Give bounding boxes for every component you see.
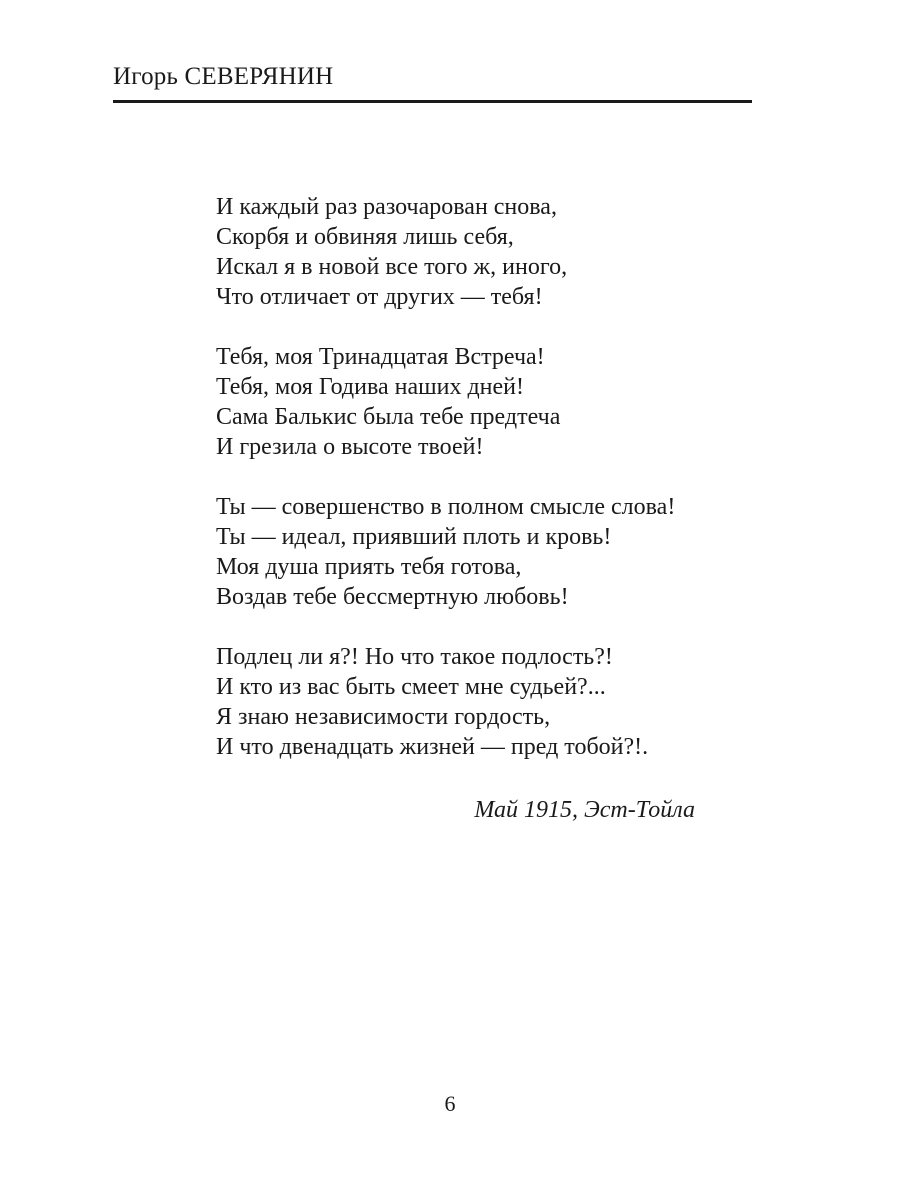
poem-line: И грезила о высоте твоей!	[216, 434, 484, 460]
poem-line: И кто из вас быть смеет мне судьей?...	[216, 674, 606, 700]
stanza	[216, 642, 776, 762]
poem-line: Я знаю независимости гордость,	[216, 704, 551, 730]
poem-line: И что двенадцать жизней — пред тобой?!.	[216, 734, 649, 760]
poem-signature: Май 1915, Эст-Тойла	[474, 797, 695, 823]
stanza	[216, 192, 776, 312]
poem-line: Тебя, моя Годива наших дней!	[216, 374, 524, 400]
poem-line: Ты — совершенство в полном смысле слова!	[216, 494, 676, 520]
poem-line: Что отличает от других — тебя!	[216, 284, 543, 310]
poem-line: Тебя, моя Тринадцатая Встреча!	[216, 344, 545, 370]
poem-line: И каждый раз разочарован снова,	[216, 194, 557, 220]
poem-line: Искал я в новой все того ж, иного,	[216, 254, 568, 280]
page-number: 6	[444, 1091, 456, 1116]
poem-line: Скорбя и обвиняя лишь себя,	[216, 224, 514, 250]
poem-line: Воздав тебе бессмертную любовь!	[216, 584, 569, 610]
header-rule	[113, 100, 752, 103]
running-head: Игорь СЕВЕРЯНИН	[113, 63, 334, 90]
poem-line: Моя душа приять тебя готова,	[216, 554, 522, 580]
poem-line: Сама Балькис была тебе предтеча	[216, 404, 561, 430]
stanza	[216, 342, 776, 462]
poem-line: Подлец ли я?! Но что такое подлость?!	[216, 644, 613, 670]
stanza	[216, 492, 776, 612]
poem	[216, 192, 776, 792]
poem-line: Ты — идеал, приявший плоть и кровь!	[216, 524, 612, 550]
